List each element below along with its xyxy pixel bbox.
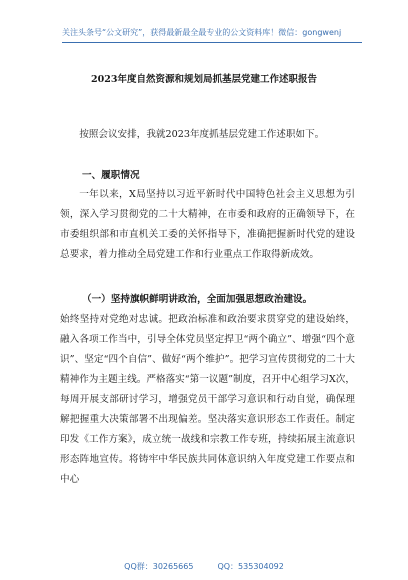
header-divider — [62, 42, 362, 43]
section-heading-1: 一、履职情况 — [82, 170, 140, 181]
subsection-heading-1: （一）坚持旗帜鲜明讲政治，全面加强思想政治建设。 — [82, 294, 313, 305]
promo-header: 关注头条号“公文研究”，获得最新最全最专业的公文资料库！微信：gongwenj — [62, 28, 342, 37]
intro-paragraph: 按照会议安排，我就2023年度抓基层党建工作述职如下。 — [79, 129, 325, 140]
document-title: 2023年度自然资源和规划局抓基层党建工作述职报告 — [91, 74, 317, 85]
section-paragraph-1: 一年以来，X局坚持以习近平新时代中国特色社会主义思想为引领，深入学习贯彻党的二十大精神，在市委和政府的正确领导下，在市委组织部和市直机关工委的关怀指导下，准确把握新时代党的建设总要求，着力推动全局党建工作和行业重点工作取得新成效。 — [60, 189, 355, 260]
qq-number: QQ：535304092 — [217, 562, 284, 571]
contact-footer — [0, 561, 408, 572]
subsection-paragraph-1: 始终坚持对党绝对忠诚。把政治标准和政治要求贯穿党的建设始终，融入各项工作当中，引导全体党员坚定捍卫“两个确立”、增强“四个意识”、坚定“四个自信”、做好“两个维护”。把学习宣传贯彻党的二十大精神作为主题主线。严格落实“第一议题”制度，召开中心组学习X次，每周开展支部研讨学习，增强党员干部学习意识和行动自觉，确保理解把握重大决策部署不出现偏差。坚决落实意识形态工作责任。制定印发《工作方案》，成立统一战线和宗教工作专班，持续拓展主流意识形态阵地宣传。将铸牢中华民族共同体意识纳入年度党建工作要点和中心 — [60, 314, 355, 485]
qq-group-number: QQ群：30265665 — [124, 562, 194, 571]
